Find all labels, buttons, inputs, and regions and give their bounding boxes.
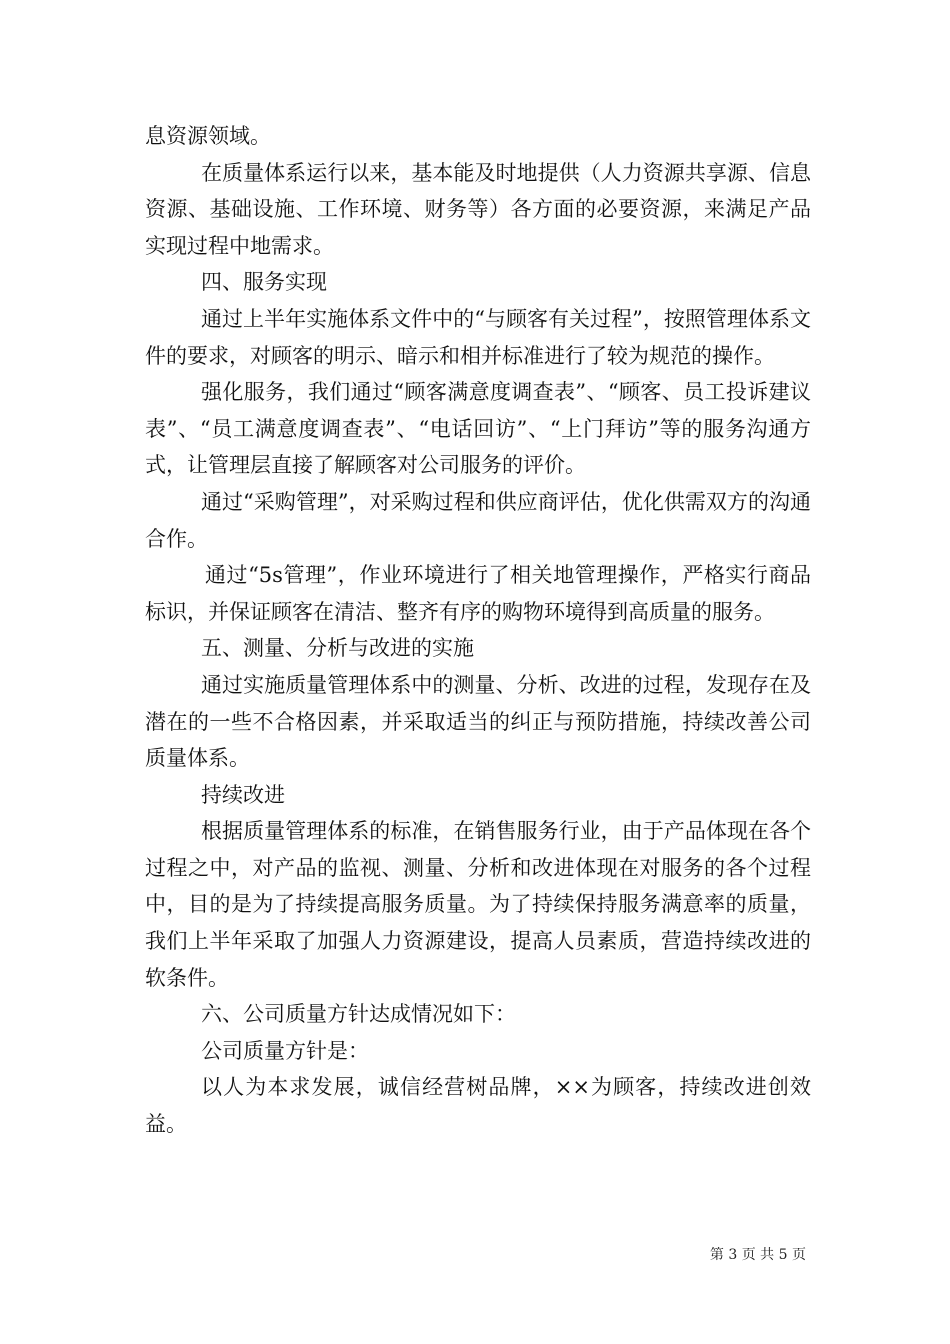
paragraph-continuation: 息资源领域。 — [145, 124, 271, 148]
document-body — [145, 118, 811, 1143]
section-heading-measurement: 五、测量、分析与改进的实施 — [201, 636, 474, 661]
subheading-continuous-improvement: 持续改进 — [201, 782, 285, 807]
section-heading-quality-policy: 六、公司质量方针达成情况如下： — [201, 1002, 516, 1027]
paragraph-measurement: 通过实施质量管理体系中的测量、分析、改进的过程，发现存在及潜在的一些不合格因素，并采取适当的纠正与预防措施，持续改善公司质量体系。 — [145, 672, 811, 771]
paragraph-resources: 在质量体系运行以来，基本能及时地提供（人力资源共享源、信息资源、基础设施、工作环境、财务等）各方面的必要资源，来满足产品实现过程中地需求。 — [145, 160, 811, 258]
paragraph-continuous-improvement: 根据质量管理体系的标准，在销售服务行业，由于产品体现在各个过程之中，对产品的监视、测量、分析和改进体现在对服务的各个过程中，目的是为了持续提高服务质量。为了持续保持服务满意率的质量，我们上半年采取了加强人力资源建设，提高人员素质，营造持续改进的软条件。 — [145, 819, 811, 990]
paragraph-strengthen-service: 强化服务，我们通过“顾客满意度调查表”、“顾客、员工投诉建议表”、“员工满意度调查表”、“电话回访”、“上门拜访”等的服务沟通方式，让管理层直接了解顾客对公司服务的评价。 — [145, 380, 811, 478]
paragraph-procurement: 通过“采购管理”，对采购过程和供应商评估，优化供需双方的沟通合作。 — [145, 489, 811, 551]
paragraph-customer-process: 通过上半年实施体系文件中的“与顾客有关过程”，按照管理体系文件的要求，对顾客的明示、暗示和相并标准进行了较为规范的操作。 — [145, 306, 811, 368]
section-heading-service-realization: 四、服务实现 — [201, 270, 327, 295]
page-number: 第 3 页 共 5 页 — [709, 1247, 806, 1263]
paragraph-5s-management: 通过“5s管理”，作业环境进行了相关地管理操作，严格实行商品标识，并保证顾客在清洁、整齐有序的购物环境得到高质量的服务。 — [145, 563, 811, 624]
paragraph-quality-policy: 以人为本求发展，诚信经营树品牌，××为顾客，持续改进创效益。 — [145, 1075, 811, 1137]
paragraph-quality-policy-label: 公司质量方针是： — [201, 1038, 369, 1063]
